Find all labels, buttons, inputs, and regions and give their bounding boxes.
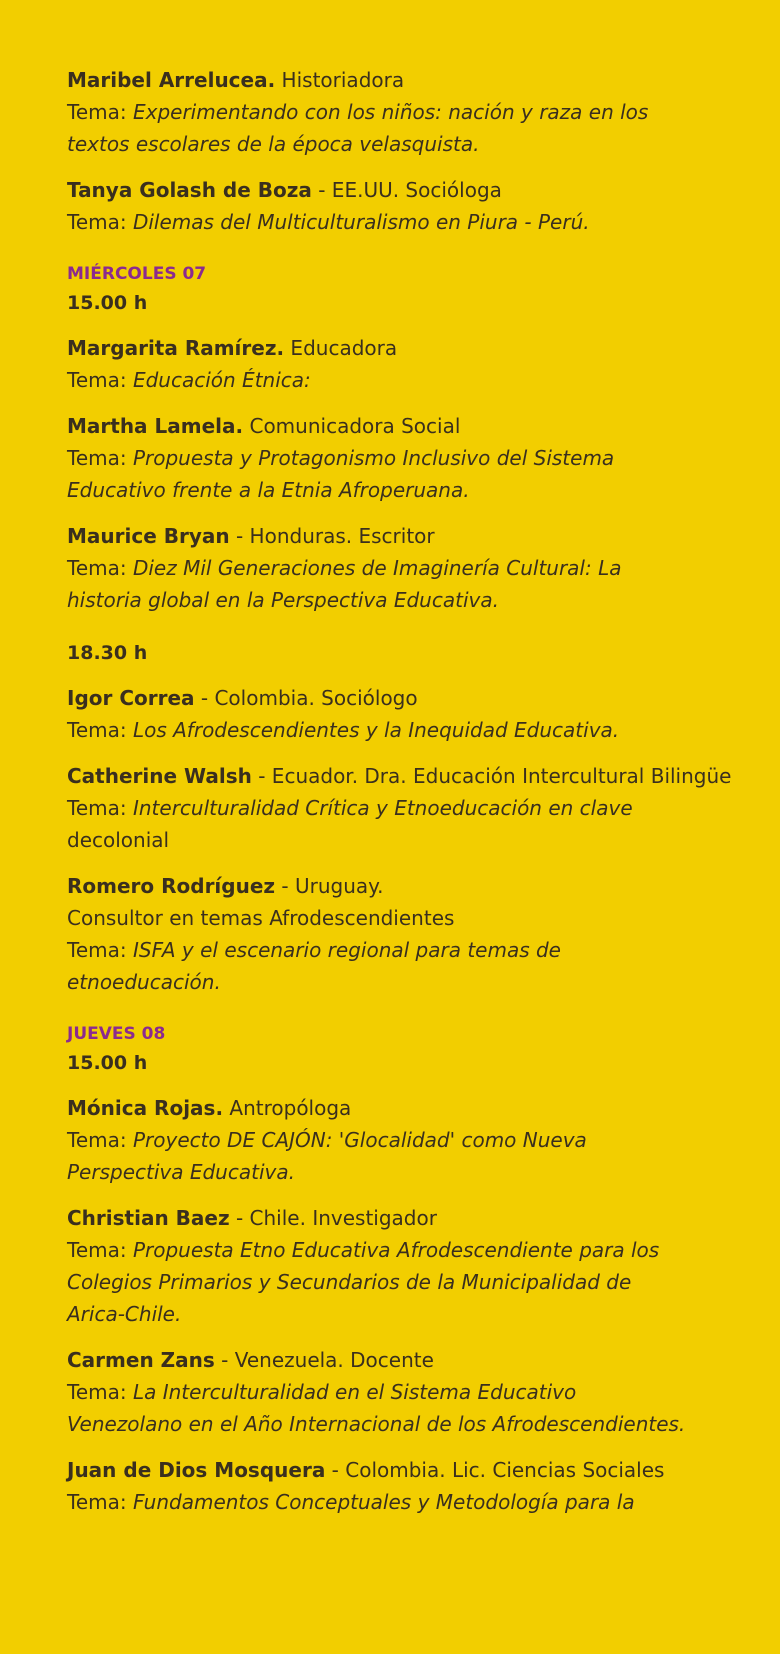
speaker-name: Mónica Rojas. [67, 1096, 224, 1120]
speaker-entry [67, 174, 767, 238]
theme-text: La Interculturalidad en el Sistema Educativo [132, 1380, 577, 1404]
theme-text: Dilemas del Multiculturalismo en Piura - Perú. [132, 210, 590, 234]
theme-text: Proyecto DE CAJÓN: 'Glocalidad' como Nueva [132, 1128, 587, 1152]
speaker-entry [67, 682, 767, 746]
speaker-name: Tanya Golash de Boza [67, 178, 312, 202]
theme-text: Educativo frente a la Etnia Afroperuana. [67, 478, 470, 502]
theme-text: Colegios Primarios y Secundarios de la Municipalidad de [67, 1270, 632, 1294]
speaker-entry [67, 520, 767, 616]
day-heading-miercoles: MIÉRCOLES 07 [67, 264, 207, 284]
theme-label: Tema: [67, 1238, 133, 1262]
speaker-name: Catherine Walsh [67, 764, 252, 788]
speaker-name: Margarita Ramírez. [67, 336, 285, 360]
speaker-desc: - Honduras. Escritor [229, 524, 435, 548]
theme-label: Tema: [67, 718, 133, 742]
theme-label: Tema: [67, 446, 133, 470]
speaker-entry [67, 870, 767, 998]
speaker-desc: Educadora [284, 336, 398, 360]
theme-label: Tema: [67, 1380, 133, 1404]
speaker-name: Carmen Zans [67, 1348, 215, 1372]
theme-text: ISFA y el escenario regional para temas de [132, 938, 561, 962]
speaker-desc: Antropóloga [223, 1096, 352, 1120]
theme-text: Los Afrodescendientes y la Inequidad Educativa. [132, 718, 620, 742]
theme-text: Arica-Chile. [67, 1302, 182, 1326]
theme-text: historia global en la Perspectiva Educativa. [67, 588, 499, 612]
speaker-name: Maribel Arrelucea. [67, 68, 276, 92]
theme-text: Interculturalidad Crítica y Etnoeducación en clave [132, 796, 633, 820]
theme-label: Tema: [67, 368, 133, 392]
speaker-extra: Consultor en temas Afrodescendientes [67, 906, 455, 930]
theme-label: Tema: [67, 210, 133, 234]
speaker-name: Igor Correa [67, 686, 195, 710]
theme-label: Tema: [67, 100, 133, 124]
speaker-desc: - EE.UU. Socióloga [311, 178, 502, 202]
speaker-name: Martha Lamela. [67, 414, 244, 438]
speaker-desc: - Chile. Investigador [229, 1206, 437, 1230]
theme-label: Tema: [67, 556, 133, 580]
speaker-name: Romero Rodríguez [67, 874, 276, 898]
theme-text: Propuesta y Protagonismo Inclusivo del Sistema [132, 446, 615, 470]
speaker-desc: - Colombia. Lic. Ciencias Sociales [325, 1458, 665, 1482]
theme-label: Tema: [67, 938, 133, 962]
speaker-entry [67, 410, 767, 506]
theme-label: Tema: [67, 1490, 133, 1514]
speaker-entry [67, 64, 767, 160]
speaker-desc: - Venezuela. Docente [214, 1348, 434, 1372]
schedule-content [67, 64, 767, 1532]
speaker-entry [67, 1092, 767, 1188]
theme-label: Tema: [67, 1128, 133, 1152]
theme-text: Perspectiva Educativa. [67, 1160, 295, 1184]
speaker-entry [67, 332, 767, 396]
speaker-entry [67, 1454, 767, 1518]
theme-text: Experimentando con los niños: nación y raza en los [132, 100, 649, 124]
day-heading-jueves: JUEVES 08 [67, 1024, 166, 1044]
time-heading: 15.00 h [67, 292, 148, 314]
speaker-entry [67, 760, 767, 856]
speaker-name: Juan de Dios Mosquera [67, 1458, 326, 1482]
speaker-desc: - Uruguay. [275, 874, 384, 898]
speaker-desc: Comunicadora Social [243, 414, 461, 438]
theme-text: Venezolano en el Año Internacional de los Afrodescendientes. [67, 1412, 686, 1436]
theme-text: Propuesta Etno Educativa Afrodescendiente para los [132, 1238, 660, 1262]
speaker-entry [67, 1202, 767, 1330]
theme-label: Tema: [67, 796, 133, 820]
speaker-name: Christian Baez [67, 1206, 230, 1230]
theme-text: Educación Étnica: [132, 368, 311, 392]
theme-text: Fundamentos Conceptuales y Metodología para la [132, 1490, 635, 1514]
theme-text: etnoeducación. [67, 970, 221, 994]
speaker-desc: Historiadora [275, 68, 405, 92]
speaker-desc: - Ecuador. Dra. Educación Intercultural Bilingüe [251, 764, 732, 788]
theme-text: textos escolares de la época velasquista. [67, 132, 480, 156]
speaker-entry [67, 1344, 767, 1440]
time-heading: 18.30 h [67, 642, 148, 664]
speaker-desc: - Colombia. Sociólogo [194, 686, 418, 710]
speaker-name: Maurice Bryan [67, 524, 230, 548]
time-heading: 15.00 h [67, 1052, 148, 1074]
theme-text: Diez Mil Generaciones de Imaginería Cultural: La [132, 556, 622, 580]
theme-text-plain: decolonial [67, 828, 170, 852]
